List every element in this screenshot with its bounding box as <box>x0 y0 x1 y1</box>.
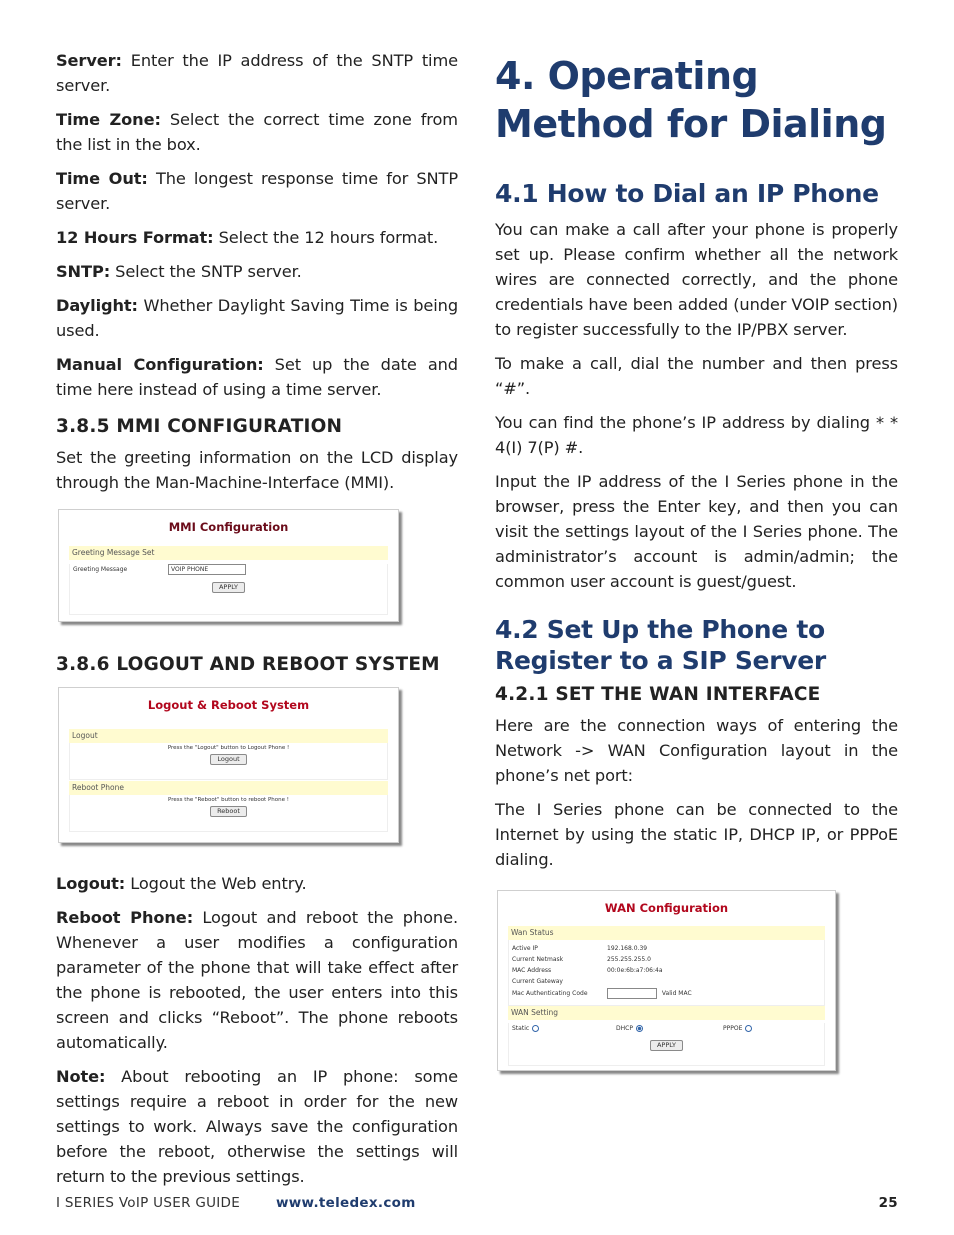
reboot-hint: Press the "Reboot" button to reboot Phone ! <box>168 797 289 803</box>
mmi-heading: 3.8.5 MMI CONFIGURATION <box>56 416 343 437</box>
static-label: Static <box>512 1025 530 1032</box>
definition-item <box>56 1064 458 1189</box>
section1-para-1: You can make a call after your phone is properly set up. Please confirm whether all the network wires are connected correctly, and the phone credentials have been added (under VOIP section) to register successfully to the IP/PBX server. <box>495 220 898 339</box>
wan-status-label: MAC Address <box>512 967 552 974</box>
static-radio[interactable] <box>532 1025 539 1032</box>
definition-item <box>56 905 458 1055</box>
definition-item <box>56 259 458 284</box>
wan-status-row <box>509 954 824 965</box>
wan-status-row <box>509 965 824 976</box>
definition-term: Time Out: <box>56 169 148 188</box>
definition-term: SNTP: <box>56 262 111 281</box>
greeting-section-bar: Greeting Message Set <box>69 546 388 560</box>
definition-text: Whether Daylight Saving Time is being used. <box>56 296 458 340</box>
wan-status-panel <box>508 940 825 1006</box>
wan-screenshot-title: WAN Configuration <box>604 901 729 915</box>
definition-term: 12 Hours Format: <box>56 228 214 247</box>
definition-text: The longest response time for SNTP server. <box>56 169 458 213</box>
definition-term: Reboot Phone: <box>56 908 194 927</box>
wan-screenshot <box>497 890 836 1071</box>
definition-text: Select the SNTP server. <box>110 262 302 281</box>
logout-button[interactable]: Logout <box>210 754 246 765</box>
section-title-4-2: 4.2 Set Up the Phone to Register to a SIP Server <box>495 615 826 675</box>
reboot-section-bar: Reboot Phone <box>69 781 388 795</box>
mmi-screenshot-title: MMI Configuration <box>168 520 289 534</box>
reboot-panel <box>69 795 388 832</box>
section2-para-2: The I Series phone can be connected to the Internet by using the static IP, DHCP IP, or PPPoE dialing. <box>495 800 898 869</box>
definition-text: Select the 12 hours format. <box>213 228 439 247</box>
logout-section-bar: Logout <box>69 729 388 743</box>
wan-apply-button[interactable]: APPLY <box>650 1040 683 1051</box>
greeting-input[interactable]: VOIP PHONE <box>168 564 246 575</box>
logout-panel <box>69 743 388 780</box>
definition-text: Logout the Web entry. <box>125 874 307 893</box>
definition-item <box>56 871 458 896</box>
wan-setting-panel <box>508 1023 825 1066</box>
wan-status-label: Current Gateway <box>512 978 563 985</box>
wan-status-row <box>509 943 824 954</box>
section1-para-3: You can find the phone’s IP address by dialing * * 4(I) 7(P) #. <box>495 413 898 457</box>
footer-guide-title: I SERIES VoIP USER GUIDE <box>56 1195 241 1211</box>
definition-item <box>56 48 458 98</box>
definition-text: Enter the IP address of the SNTP time server. <box>56 51 458 95</box>
definition-item <box>56 225 458 250</box>
mmi-text: Set the greeting information on the LCD display through the Man-Machine-Interface (MMI). <box>56 448 458 492</box>
wan-status-label: Active IP <box>512 945 538 952</box>
left-column <box>56 48 458 1198</box>
mac-auth-note: Valid MAC <box>661 990 692 997</box>
logout-screenshot <box>58 687 399 843</box>
definitions-list-2 <box>56 871 458 1189</box>
mmi-apply-button[interactable]: APPLY <box>212 582 245 593</box>
subsection-4-2-1: 4.2.1 SET THE WAN INTERFACE <box>495 684 821 705</box>
section1-para-2: To make a call, dial the number and then press “#”. <box>495 354 898 398</box>
page-number: 25 <box>878 1195 898 1211</box>
wan-status-value: 00:0e:6b:a7:06:4a <box>607 967 663 974</box>
section-title-4-1: 4.1 How to Dial an IP Phone <box>495 179 879 208</box>
definition-item <box>56 107 458 157</box>
mmi-screenshot <box>58 509 399 622</box>
definition-text: Select the correct time zone from the list in the box. <box>56 110 458 154</box>
wan-status-label: Current Netmask <box>512 956 564 963</box>
greeting-panel <box>69 564 388 615</box>
definition-term: Logout: <box>56 874 126 893</box>
definition-text: Set up the date and time here instead of using a time server. <box>56 355 458 399</box>
footer-website-link[interactable]: www.teledex.com <box>276 1195 416 1211</box>
logout-screenshot-title: Logout & Reboot System <box>147 698 310 712</box>
definition-term: Note: <box>56 1067 106 1086</box>
greeting-label: Greeting Message <box>73 566 128 573</box>
dhcp-radio[interactable] <box>636 1025 643 1032</box>
definitions-list <box>56 48 458 402</box>
definition-text: About rebooting an IP phone: some settings require a reboot in order for the new settings to work. Always save the configuration before the reboot, otherwise the settings will return to the previous settings. <box>56 1067 458 1186</box>
greeting-row <box>70 564 387 575</box>
definition-item <box>56 352 458 402</box>
wan-status-bar: Wan Status <box>508 926 825 940</box>
mac-auth-row <box>509 987 824 1000</box>
dhcp-label: DHCP <box>616 1025 633 1032</box>
wan-status-value: 192.168.0.39 <box>607 945 648 952</box>
chapter-title: 4. Operating Method for Dialing <box>495 54 887 146</box>
reboot-button[interactable]: Reboot <box>210 806 247 817</box>
right-column <box>495 48 898 1071</box>
wan-setting-bar: WAN Setting <box>508 1006 825 1020</box>
section2-para-1: Here are the connection ways of entering the Network -> WAN Configuration layout in the phone’s net port: <box>495 716 898 785</box>
logout-heading: 3.8.6 LOGOUT AND REBOOT SYSTEM <box>56 654 440 675</box>
page-footer <box>56 1195 898 1211</box>
definition-term: Server: <box>56 51 122 70</box>
wan-status-value: 255.255.255.0 <box>607 956 651 963</box>
mac-auth-label: Mac Authenticating Code <box>512 990 588 997</box>
wan-mode-row <box>509 1023 824 1034</box>
section1-para-4: Input the IP address of the I Series phone in the browser, press the Enter key, and then you can visit the settings layout of the I Series phone. The administrator’s account is admin/admin; the common user account is guest/guest. <box>495 472 898 591</box>
definition-term: Time Zone: <box>56 110 161 129</box>
mac-auth-input[interactable] <box>607 988 657 999</box>
pppoe-label: PPPOE <box>723 1025 743 1032</box>
definition-term: Daylight: <box>56 296 138 315</box>
logout-hint: Press the "Logout" button to Logout Phone ! <box>167 745 290 751</box>
pppoe-radio[interactable] <box>745 1025 752 1032</box>
definition-text: Logout and reboot the phone. Whenever a user modifies a configuration parameter of the phone that will take effect after the phone is rebooted, the user enters into this screen and clicks “Reboot”. The phone reboots automatically. <box>56 908 458 1052</box>
definition-term: Manual Configuration: <box>56 355 264 374</box>
wan-status-row <box>509 976 824 987</box>
definition-item <box>56 166 458 216</box>
definition-item <box>56 293 458 343</box>
